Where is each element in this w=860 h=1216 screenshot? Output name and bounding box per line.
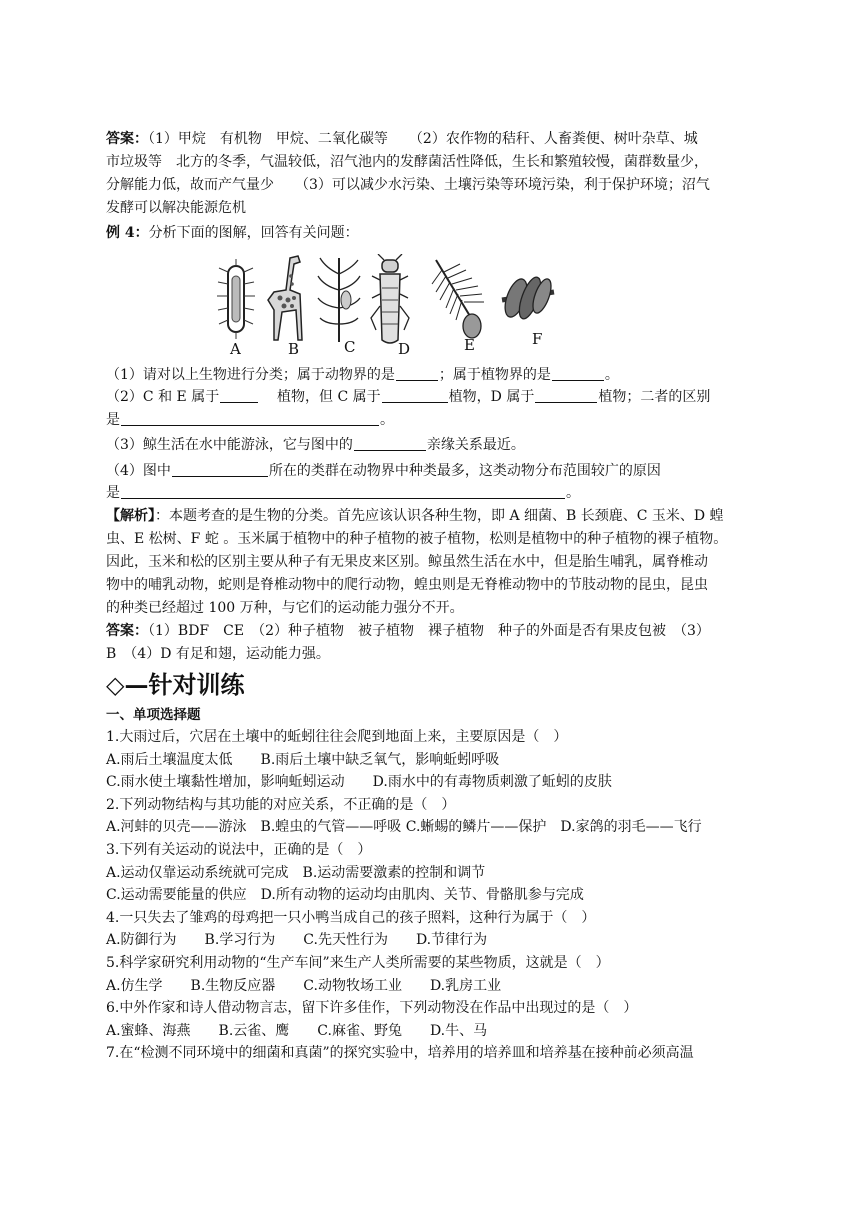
question-text: 。: [380, 411, 394, 428]
figure-label-a: A: [230, 339, 241, 358]
mcq-line: 3.下列有关运动的说法中，正确的是（ ）: [106, 842, 372, 859]
question-2: [106, 386, 756, 409]
question-text: 植物；二者的区别: [598, 389, 711, 406]
mcq-line: A.雨后土壤温度太低 B.雨后土壤中缺乏氧气，影响蚯蚓呼吸: [106, 751, 500, 768]
question-text: （3）鲸生活在水中能游泳，它与图中的: [106, 437, 353, 454]
question-4-continued: [106, 482, 756, 505]
question-1: [106, 364, 756, 387]
mcq-line: C.运动需要能量的供应 D.所有动物的运动均由肌肉、关节、骨骼肌参与完成: [106, 887, 584, 904]
answer-label: 答案：: [106, 131, 148, 147]
mcq-line: A.蜜蜂、海燕 B.云雀、鹰 C.麻雀、野兔 D.牛、马: [106, 1022, 488, 1039]
mcq-line: 5.科学家研究利用动物的“生产车间”来生产人类所需要的某些物质，这就是（ ）: [106, 955, 610, 971]
answer-block-3: [106, 128, 756, 220]
analysis-text-line: 物中的哺乳动物，蛇则是脊椎动物中的爬行动物，蝗虫则是无脊椎动物中的节肢动物的昆虫，昆虫: [106, 577, 708, 594]
analysis-text-line: 的种类已经超过 100 万种，与它们的运动能力强分不开。: [106, 600, 464, 617]
question-text: （4）图中: [106, 462, 171, 479]
snake-icon: [500, 270, 556, 326]
mcq-line: 4.一只失去了雏鸡的母鸡把一只小鸭当成自己的孩子照料，这种行为属于（ ）: [106, 909, 596, 926]
analysis-block: [106, 505, 756, 620]
answer-blank[interactable]: [535, 388, 597, 403]
answer-label: 答案：: [106, 623, 148, 640]
answer-blank[interactable]: [552, 366, 604, 381]
bacterium-icon: [216, 258, 256, 340]
answer-text-line: 市垃圾等 北方的冬季，气温较低，沼气池内的发酵菌活性降低，生长和繁殖较慢，菌群数量少，: [106, 154, 708, 170]
mcq-line: 6.中外作家和诗人借动物言志，留下许多佳作，下列动物没在作品中出现过的是（ ）: [106, 1000, 638, 1017]
answer-blank[interactable]: [396, 366, 438, 381]
question-text: 植物，D 属于: [448, 389, 535, 406]
answer-text-line: 发酵可以解决能源危机: [106, 200, 246, 216]
figure-label-c: C: [344, 337, 356, 356]
question-text: （1）请对以上生物进行分类；属于动物界的是: [106, 366, 395, 383]
question-4: [106, 460, 756, 483]
analysis-text-line: 因此，玉米和松的区别主要从种子有无果皮来区别。鲸虽然生活在水中，但是胎生哺乳，属脊椎动: [106, 554, 708, 571]
question-text: 所在的类群在动物界中种类最多，这类动物分布范围较广的原因: [268, 462, 661, 479]
answer-blank[interactable]: [382, 388, 448, 403]
example-4-prompt: [106, 222, 756, 246]
question-text: 植物，但 C 属于: [277, 389, 381, 406]
analysis-text-line: ：本题考查的是生物的分类。首先应该认识各种生物，即 A 细菌、B 长颈鹿、C 玉米、D 蝗: [155, 508, 724, 525]
answer-blank[interactable]: [121, 484, 565, 499]
mcq-line: C.雨水使土壤黏性增加，影响蚯蚓运动 D.雨水中的有毒物质刺激了蚯蚓的皮肤: [106, 774, 612, 791]
question-text: 是: [106, 411, 120, 428]
answer-blank[interactable]: [354, 436, 426, 451]
multiple-choice-list: [106, 726, 756, 1065]
answer-blank[interactable]: [172, 462, 268, 477]
mcq-line: 1.大雨过后，穴居在土壤中的蚯蚓往往会爬到地面上来，主要原因是（ ）: [106, 729, 568, 746]
question-text: （2）C 和 E 属于: [106, 389, 220, 406]
answer-text-line: （1）甲烷 有机物 甲烷、二氧化碳等 （2）农作物的秸秆、人畜粪便、树叶杂草、城: [148, 131, 698, 147]
answer-blank[interactable]: [220, 388, 258, 403]
question-text: 亲缘关系最近。: [426, 437, 525, 454]
section-title: ◇—针对训练: [106, 670, 245, 700]
figure-label-b: B: [288, 339, 300, 358]
mcq-line: A.运动仅靠运动系统就可完成 B.运动需要激素的控制和调节: [106, 864, 486, 881]
giraffe-icon: [260, 254, 312, 344]
corn-plant-icon: [316, 254, 362, 344]
analysis-label: 【解析】: [106, 508, 155, 525]
document-page: [106, 128, 756, 1065]
section-subtitle: 一、单项选择题: [106, 707, 201, 724]
answer-text-line: （1）BDF CE （2）种子植物 被子植物 裸子植物 种子的外面是否有果皮包被 （3）: [148, 623, 710, 640]
figure-label-d: D: [398, 339, 411, 358]
mcq-line: 2.下列动物结构与其功能的对应关系，不正确的是（ ）: [106, 796, 456, 813]
question-text: 是: [106, 485, 120, 502]
example-text: 分析下面的图解，回答有关问题：: [148, 225, 359, 241]
question-text: ；属于植物界的是: [438, 366, 551, 383]
organism-figure: [216, 254, 566, 358]
answer-block-4: [106, 620, 756, 666]
example-label: 例 4：: [106, 225, 149, 241]
pine-branch-icon: [428, 256, 488, 340]
mcq-line: A.仿生学 B.生物反应器 C.动物牧场工业 D.乳房工业: [106, 977, 502, 994]
question-2-continued: [106, 409, 756, 432]
mcq-line: A.河蚌的贝壳——游泳 B.蝗虫的气管——呼吸 C.蜥蜴的鳞片——保护 D.家鸽的羽毛——飞行: [106, 819, 702, 836]
question-text: 。: [566, 485, 580, 502]
analysis-text-line: 虫、E 松树、F 蛇 。玉米属于植物中的种子植物的被子植物，松则是植物中的种子植物的裸子植物。: [106, 531, 728, 548]
answer-blank[interactable]: [121, 411, 379, 426]
fill-in-questions: [106, 364, 756, 506]
mcq-line: A.防御行为 B.学习行为 C.先天性行为 D.节律行为: [106, 932, 488, 949]
locust-icon: [370, 254, 410, 348]
question-text: 。: [604, 366, 619, 383]
question-3: [106, 434, 756, 457]
figure-label-e: E: [464, 335, 475, 354]
mcq-line: 7.在“检测不同环境中的细菌和真菌”的探究实验中，培养用的培养皿和培养基在接种前必须高温: [106, 1045, 694, 1062]
answer-text-line: B （4）D 有足和翅，运动能力强。: [106, 646, 330, 663]
answer-text-line: 分解能力低，故而产气量少 （3）可以减少水污染、土壤污染等环境污染，利于保护环境；沼气: [106, 177, 710, 193]
figure-label-f: F: [532, 329, 543, 348]
